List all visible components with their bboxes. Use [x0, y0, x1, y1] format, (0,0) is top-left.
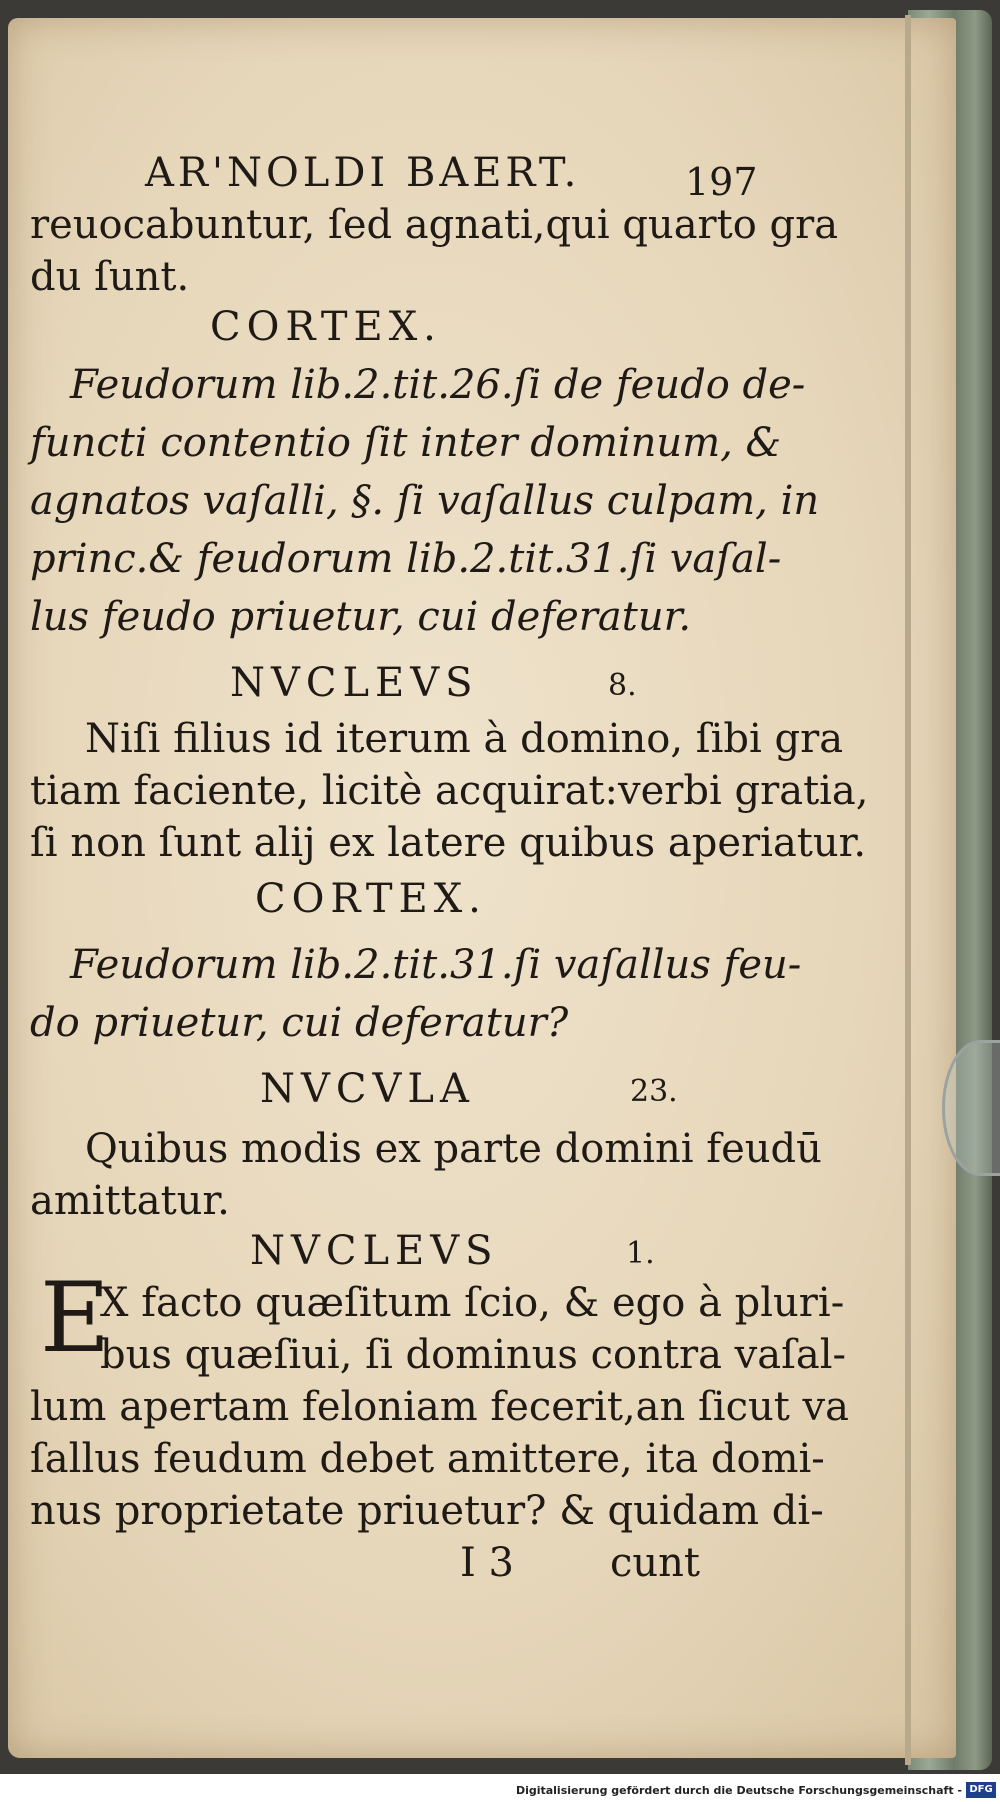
heading-cortex: CORTEX.	[210, 304, 442, 350]
heading-nucula: NVCVLA	[260, 1066, 475, 1112]
running-head: AR'NOLDI BAERT.	[145, 150, 581, 196]
text-line: lum apertam feloniam fecerit,an ſicut va	[30, 1384, 849, 1430]
text-line: reuocabuntur, ſed agnati,qui quarto gra	[30, 202, 839, 248]
text-line: tiam faciente, licitè acquirat:verbi gratia,	[30, 768, 869, 814]
text-line: bus quæſiui, ſi dominus contra vaſal-	[100, 1332, 847, 1378]
text-line: do priuetur, cui deferatur?	[30, 1000, 569, 1046]
text-line: Feudorum lib.2.tit.26.ſi de feudo de-	[70, 362, 806, 408]
text-line: du ſunt.	[30, 254, 190, 300]
text-line: ſi non ſunt alij ex latere quibus aperiatur.	[30, 820, 867, 866]
text-line: Niſi filius id iterum à domino, ſibi gra	[85, 716, 844, 762]
heading-cortex: CORTEX.	[255, 876, 487, 922]
heading-nucleus: NVCLEVS	[250, 1228, 499, 1274]
text-line: agnatos vaſalli, §. ſi vaſallus culpam, in	[30, 478, 820, 524]
text-line: lus feudo priuetur, cui deferatur.	[30, 594, 692, 640]
signature-mark: I 3	[460, 1540, 514, 1586]
text-line: functi contentio ſit inter dominum, &	[30, 420, 782, 466]
text-line: amittatur.	[30, 1178, 230, 1224]
folio-number: 197	[685, 160, 758, 204]
text-line: Quibus modis ex parte domini feudū	[85, 1126, 822, 1172]
heading-number: 8.	[608, 668, 637, 703]
catchword: cunt	[610, 1540, 700, 1586]
text-line: princ.& feudorum lib.2.tit.31.ſi vaſal-	[30, 536, 782, 582]
text-line: X facto quæſitum ſcio, & ego à pluri-	[100, 1280, 845, 1326]
page-fold	[905, 15, 911, 1765]
digitization-credit: Digitalisierung gefördert durch die Deutsche Forschungsgemeinschaft -	[515, 1784, 962, 1797]
heading-nucleus: NVCLEVS	[230, 660, 479, 706]
dfg-logo: DFG	[966, 1782, 996, 1798]
footer-bar	[0, 1778, 1000, 1804]
heading-number: 1.	[626, 1236, 655, 1271]
heading-number: 23.	[630, 1074, 678, 1109]
text-line: Feudorum lib.2.tit.31.ſi vaſallus feu-	[70, 942, 802, 988]
text-line: ſallus feudum debet amittere, ita domi-	[30, 1436, 825, 1482]
drop-capital: E	[40, 1262, 111, 1374]
text-line: nus proprietate priuetur? & quidam di-	[30, 1488, 824, 1534]
